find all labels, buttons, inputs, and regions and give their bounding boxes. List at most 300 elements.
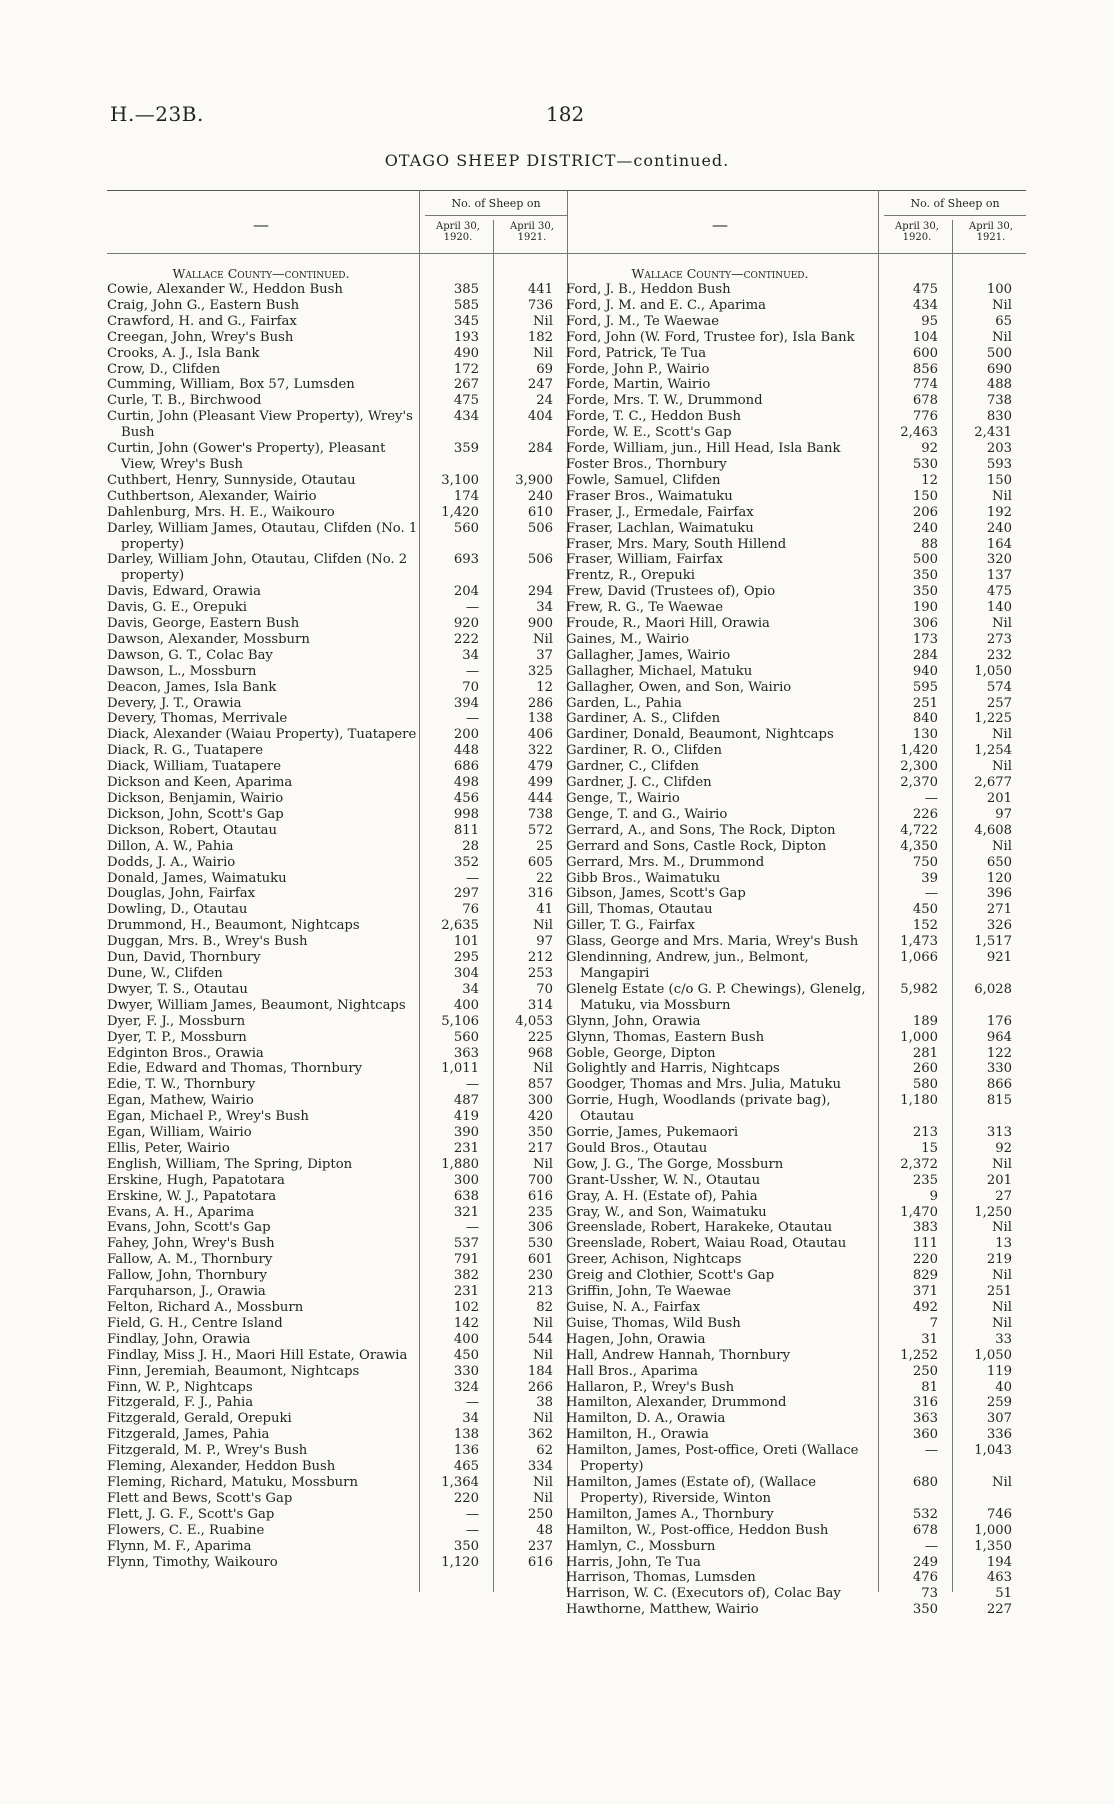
sheep-1920: 7 — [929, 1315, 938, 1331]
sheep-1921: 968 — [527, 1045, 553, 1061]
owner-name: Hamilton, James (Estate of), (Wallace Property), Riverside, Winton — [566, 1474, 817, 1506]
owner-name: Greig and Clothier, Scott's Gap — [566, 1268, 775, 1284]
sheep-1920: — — [465, 711, 479, 727]
table-row — [566, 425, 1026, 441]
table-row — [566, 537, 1026, 553]
sheep-1920: 39 — [921, 870, 938, 886]
table-row — [107, 282, 567, 298]
sheep-1921: Nil — [533, 1490, 553, 1506]
sheep-1920: 222 — [453, 631, 479, 647]
sheep-1920: 267 — [453, 377, 479, 393]
table-row — [107, 902, 567, 918]
owner-name: Dawson, Alexander, Mossburn — [107, 631, 310, 647]
sheep-1921: 404 — [527, 409, 553, 425]
column-rule — [878, 190, 879, 1592]
owner-name: Frew, David (Trustees of), Opio — [566, 584, 776, 600]
table-row — [107, 1348, 567, 1364]
sheep-1920: 1,120 — [441, 1554, 479, 1570]
owner-name: Felton, Richard A., Mossburn — [107, 1300, 304, 1315]
sheep-1921: 610 — [527, 504, 553, 520]
table-row — [107, 1236, 567, 1252]
owner-name: Griffin, John, Te Waewae — [566, 1284, 731, 1300]
owner-name: Greer, Achison, Nightcaps — [566, 1252, 742, 1268]
sheep-1921: 306 — [527, 1220, 553, 1236]
sheep-1920: 600 — [912, 345, 938, 361]
owner-name: Gardiner, R. O., Clifden — [566, 743, 722, 759]
sheep-1920: 776 — [912, 409, 938, 425]
sheep-1920: 490 — [453, 345, 479, 361]
sheep-1921: 38 — [536, 1395, 553, 1411]
sheep-1921: 334 — [527, 1459, 553, 1475]
sheep-1921: 506 — [527, 520, 553, 536]
owner-name: Gallagher, James, Wairio — [566, 647, 731, 663]
sheep-1920: 791 — [453, 1252, 479, 1268]
owner-name: Gray, A. H. (Estate of), Pahia — [566, 1188, 758, 1204]
table-row — [566, 393, 1026, 409]
sheep-1920: 249 — [912, 1554, 938, 1570]
owner-name: Douglas, John, Fairfax — [107, 886, 256, 902]
sheep-1921: 350 — [527, 1125, 553, 1141]
sheep-1920: 840 — [912, 711, 938, 727]
owner-name: Gallagher, Owen, and Son, Wairio — [566, 679, 792, 695]
sheep-1921: 314 — [527, 997, 553, 1013]
table-row — [566, 648, 1026, 664]
table-row — [566, 1284, 1026, 1300]
sheep-1921: 506 — [527, 552, 553, 568]
table-row — [107, 1316, 567, 1332]
name-column-header: — — [253, 215, 269, 234]
sheep-1921: 313 — [986, 1125, 1012, 1141]
sheep-1920: 450 — [912, 902, 938, 918]
table-row — [566, 1475, 1026, 1507]
sheep-1920: 359 — [453, 441, 479, 457]
table-row — [107, 362, 567, 378]
owner-name: Forde, Mrs. T. W., Drummond — [566, 393, 763, 409]
table-row — [107, 1459, 567, 1475]
sheep-1921: 240 — [527, 488, 553, 504]
table-row — [107, 1205, 567, 1221]
table-row — [566, 1046, 1026, 1062]
sheep-1920: 200 — [453, 727, 479, 743]
sheep-1921: 1,517 — [974, 934, 1012, 950]
owner-name: Dillon, A. W., Pahia — [107, 838, 234, 854]
sheep-1921: 192 — [986, 504, 1012, 520]
sheep-1920: 130 — [912, 727, 938, 743]
owner-name: Hamilton, W., Post-office, Heddon Bush — [566, 1522, 829, 1538]
sheep-1920: 678 — [912, 393, 938, 409]
sheep-1921: Nil — [992, 1156, 1012, 1172]
owner-name: Glynn, Thomas, Eastern Bush — [566, 1029, 765, 1045]
table-row — [566, 759, 1026, 775]
sheep-1920: 4,350 — [900, 838, 938, 854]
owner-name: Hamilton, H., Orawia — [566, 1427, 709, 1443]
owner-name: Harrison, W. C. (Executors of), Colac Bay — [566, 1586, 841, 1602]
table-row — [107, 1189, 567, 1205]
sheep-1921: 544 — [527, 1331, 553, 1347]
sheep-1921: Nil — [992, 297, 1012, 313]
page-title: OTAGO SHEEP DISTRICT—continued. — [384, 151, 730, 170]
table-row — [107, 314, 567, 330]
sheep-1920: 152 — [912, 918, 938, 934]
sheep-1921: Nil — [533, 1411, 553, 1427]
sheep-1921: 69 — [536, 361, 553, 377]
sheep-1920: 284 — [912, 647, 938, 663]
sheep-1921: 6,028 — [974, 981, 1012, 997]
owner-name: Edginton Bros., Orawia — [107, 1045, 264, 1061]
owner-name: Finn, Jeremiah, Beaumont, Nightcaps — [107, 1363, 360, 1379]
table-row — [107, 696, 567, 712]
sheep-1921: 1,000 — [974, 1522, 1012, 1538]
owner-name: Hawthorne, Matthew, Wairio — [566, 1602, 759, 1618]
right-column-header — [566, 190, 1026, 254]
sheep-1920: 136 — [453, 1443, 479, 1459]
sheep-1920: 475 — [912, 282, 938, 297]
owner-name: Glendinning, Andrew, jun., Belmont, Mangapiri — [566, 950, 809, 981]
sheep-1920: 260 — [912, 1061, 938, 1077]
sheep-1920: 95 — [921, 313, 938, 329]
table-row — [566, 886, 1026, 902]
sheep-1921: 1,254 — [974, 743, 1012, 759]
sheep-1920: 88 — [921, 536, 938, 552]
sheep-1920: 475 — [453, 393, 479, 409]
owner-name: English, William, The Spring, Dipton — [107, 1156, 353, 1172]
table-row — [566, 1443, 1026, 1475]
section-heading: Wallace County—continued. — [631, 266, 809, 281]
sheep-1921: 700 — [527, 1172, 553, 1188]
table-row — [566, 664, 1026, 680]
table-row — [566, 1395, 1026, 1411]
owner-name: Hamlyn, C., Mossburn — [566, 1538, 716, 1554]
table-row — [107, 727, 567, 743]
sheep-1921: 13 — [995, 1236, 1012, 1252]
left-column — [107, 190, 567, 1570]
sheep-1921: 830 — [986, 409, 1012, 425]
owner-name: Grant-Ussher, W. N., Otautau — [566, 1172, 761, 1188]
sheep-1920: 220 — [453, 1490, 479, 1506]
owner-name: Harrison, Thomas, Lumsden — [566, 1570, 756, 1586]
sheep-1921: 65 — [995, 313, 1012, 329]
sheep-1920: 4,722 — [900, 822, 938, 838]
sheep-1920: 324 — [453, 1379, 479, 1395]
sheep-1920: 306 — [912, 616, 938, 632]
owner-name: Cuthbertson, Alexander, Wairio — [107, 488, 317, 504]
owner-name: Curtin, John (Pleasant View Property), Wrey's Bush — [107, 409, 413, 441]
sheep-1920: — — [465, 1077, 479, 1093]
sheep-1920: 9 — [929, 1188, 938, 1204]
sheep-1920: 400 — [453, 1331, 479, 1347]
sheep-1921: 736 — [527, 297, 553, 313]
sheep-1920: 811 — [453, 822, 479, 838]
table-row — [566, 791, 1026, 807]
table-row — [107, 934, 567, 950]
sheep-1921: 921 — [986, 950, 1012, 966]
owner-name: Evans, John, Scott's Gap — [107, 1220, 271, 1236]
table-row — [566, 934, 1026, 950]
sheep-1921: 475 — [986, 584, 1012, 600]
table-row — [107, 1332, 567, 1348]
table-row — [566, 1268, 1026, 1284]
owner-name: Gerrard, Mrs. M., Drummond — [566, 854, 765, 870]
table-row — [566, 918, 1026, 934]
owner-name: Findlay, Miss J. H., Maori Hill Estate, Orawia — [107, 1347, 408, 1363]
table-row — [566, 1507, 1026, 1523]
table-row — [107, 664, 567, 680]
sheep-1920: 3,100 — [441, 472, 479, 488]
owner-name: Fitzgerald, James, Pahia — [107, 1427, 270, 1443]
table-row — [566, 282, 1026, 298]
sheep-1920: — — [924, 1538, 938, 1554]
table-row — [107, 1395, 567, 1411]
table-row — [107, 1141, 567, 1157]
sheep-1920: 193 — [453, 329, 479, 345]
sheep-1921: 235 — [527, 1204, 553, 1220]
sheep-1921: 746 — [986, 1506, 1012, 1522]
table-row — [566, 727, 1026, 743]
table-row — [566, 489, 1026, 505]
sheep-1921: 1,050 — [974, 1347, 1012, 1363]
sheep-1921: 176 — [986, 1013, 1012, 1029]
owner-name: Evans, A. H., Aparima — [107, 1204, 255, 1220]
owner-name: Ford, J. B., Heddon Bush — [566, 282, 731, 297]
sheep-1921: 300 — [527, 1093, 553, 1109]
table-row — [107, 1268, 567, 1284]
owner-name: Drummond, H., Beaumont, Nightcaps — [107, 918, 360, 934]
sheep-1920: 142 — [453, 1315, 479, 1331]
owner-name: Fraser Bros., Waimatuku — [566, 488, 733, 504]
owner-name: Guise, N. A., Fairfax — [566, 1300, 701, 1315]
owner-name: Foster Bros., Thornbury — [566, 456, 727, 472]
table-row — [566, 1093, 1026, 1125]
owner-name: Fallow, A. M., Thornbury — [107, 1252, 273, 1268]
table-row — [107, 632, 567, 648]
owner-name: Ford, John (W. Ford, Trustee for), Isla Bank — [566, 329, 855, 345]
sheep-1921: 92 — [995, 1140, 1012, 1156]
sheep-1921: Nil — [533, 1061, 553, 1077]
sheep-1920: 465 — [453, 1459, 479, 1475]
sheep-1920: — — [465, 600, 479, 616]
sheep-1921: 616 — [527, 1188, 553, 1204]
sheep-1921: 213 — [527, 1284, 553, 1300]
sheep-1920: 686 — [453, 759, 479, 775]
sheep-1920: 304 — [453, 965, 479, 981]
sheep-1920: 2,372 — [900, 1156, 938, 1172]
sheep-1920: 363 — [912, 1411, 938, 1427]
sheep-1920: 434 — [912, 297, 938, 313]
sheep-1920: 750 — [912, 854, 938, 870]
sheep-1920: 213 — [912, 1125, 938, 1141]
table-row — [107, 1014, 567, 1030]
table-row — [566, 1030, 1026, 1046]
table-row — [566, 362, 1026, 378]
sheep-1921: 362 — [527, 1427, 553, 1443]
table-row — [566, 1380, 1026, 1396]
sheep-1920: — — [465, 1506, 479, 1522]
table-row — [107, 505, 567, 521]
owner-name: Glass, George and Mrs. Maria, Wrey's Bush — [566, 934, 859, 950]
sheep-1921: 138 — [527, 711, 553, 727]
owner-name: Forde, T. C., Heddon Bush — [566, 409, 741, 425]
table-row — [107, 1411, 567, 1427]
sheep-1920: 350 — [912, 1602, 938, 1618]
column-rule — [493, 220, 494, 1592]
owner-name: Dwyer, T. S., Otautau — [107, 981, 248, 997]
table-row — [107, 1523, 567, 1539]
sheep-1921: 286 — [527, 695, 553, 711]
sheep-1921: Nil — [992, 1474, 1012, 1490]
owner-name: Dickson, John, Scott's Gap — [107, 806, 284, 822]
table-row — [566, 409, 1026, 425]
year-1921-header: April 30, 1921. — [969, 221, 1013, 243]
owner-name: Crooks, A. J., Isla Bank — [107, 345, 260, 361]
sheep-1921: 119 — [986, 1363, 1012, 1379]
sheep-1920: 678 — [912, 1522, 938, 1538]
sheep-1920: 300 — [453, 1172, 479, 1188]
sheep-1921: 441 — [527, 282, 553, 297]
sheep-1920: 371 — [912, 1284, 938, 1300]
sheep-1920: 204 — [453, 584, 479, 600]
owner-name: Erskine, Hugh, Papatotara — [107, 1172, 285, 1188]
sheep-1921: Nil — [533, 918, 553, 934]
sheep-1920: 316 — [912, 1395, 938, 1411]
sheep-1921: 225 — [527, 1029, 553, 1045]
table-row — [107, 489, 567, 505]
sheep-1921: 22 — [536, 870, 553, 886]
sheep-1921: 574 — [986, 679, 1012, 695]
owner-name: Dyer, T. P., Mossburn — [107, 1029, 247, 1045]
left-column-header — [107, 190, 567, 254]
owner-name: Creegan, John, Wrey's Bush — [107, 329, 294, 345]
table-row — [107, 600, 567, 616]
sheep-1920: 330 — [453, 1363, 479, 1379]
sheep-1921: 650 — [986, 854, 1012, 870]
table-row — [566, 298, 1026, 314]
sheep-1920: 476 — [912, 1570, 938, 1586]
sheep-1920: 492 — [912, 1300, 938, 1315]
sheep-1921: 51 — [995, 1586, 1012, 1602]
sheep-1921: 12 — [536, 679, 553, 695]
sheep-1921: 900 — [527, 616, 553, 632]
sheep-1920: — — [465, 1395, 479, 1411]
sheep-1921: 70 — [536, 981, 553, 997]
sheep-1921: 499 — [527, 775, 553, 791]
sheep-1921: 815 — [986, 1093, 1012, 1109]
owner-name: Cowie, Alexander W., Heddon Bush — [107, 282, 343, 297]
sheep-1920: 70 — [462, 679, 479, 695]
table-row — [107, 839, 567, 855]
owner-name: Gill, Thomas, Otautau — [566, 902, 713, 918]
sheep-1920: 1,420 — [900, 743, 938, 759]
sheep-1921: Nil — [533, 313, 553, 329]
owner-name: Gibb Bros., Waimatuku — [566, 870, 721, 886]
table-row — [107, 1173, 567, 1189]
sheep-1921: 251 — [986, 1284, 1012, 1300]
sheep-1921: 137 — [986, 568, 1012, 584]
sheep-1921: 250 — [527, 1506, 553, 1522]
table-row — [566, 1061, 1026, 1077]
table-row — [566, 743, 1026, 759]
table-row — [107, 1555, 567, 1571]
sheep-1920: 382 — [453, 1268, 479, 1284]
sheep-1921: 2,677 — [974, 775, 1012, 791]
owner-name: Fowle, Samuel, Clifden — [566, 472, 721, 488]
name-column-header: — — [712, 215, 728, 234]
owner-name: Gardiner, Donald, Beaumont, Nightcaps — [566, 727, 834, 743]
owner-name: Egan, Michael P., Wrey's Bush — [107, 1109, 309, 1125]
owner-name: Greenslade, Robert, Waiau Road, Otautau — [566, 1236, 847, 1252]
table-row — [107, 1300, 567, 1316]
owner-name: Curle, T. B., Birchwood — [107, 393, 262, 409]
owner-name: Harris, John, Te Tua — [566, 1554, 701, 1570]
sheep-1921: 212 — [527, 950, 553, 966]
sheep-1920: 352 — [453, 854, 479, 870]
table-row — [107, 1061, 567, 1077]
owner-name: Farquharson, J., Orawia — [107, 1284, 266, 1300]
table-row — [566, 775, 1026, 791]
sheep-1921: 488 — [986, 377, 1012, 393]
sheep-count-header: No. of Sheep on — [884, 197, 1026, 216]
sheep-1921: Nil — [992, 1268, 1012, 1284]
table-row — [566, 982, 1026, 1014]
table-row — [107, 1157, 567, 1173]
owner-name: Gray, W., and Son, Waimatuku — [566, 1204, 767, 1220]
sheep-1921: Nil — [992, 329, 1012, 345]
sheep-1920: 28 — [462, 838, 479, 854]
table-row — [566, 902, 1026, 918]
sheep-1920: 281 — [912, 1045, 938, 1061]
sheep-1921: 964 — [986, 1029, 1012, 1045]
year-1920-header: April 30, 1920. — [895, 221, 939, 243]
owner-name: Hall Bros., Aparima — [566, 1363, 698, 1379]
owner-name: Genge, T., Wairio — [566, 791, 680, 806]
sheep-1921: 182 — [527, 329, 553, 345]
sheep-1921: 307 — [986, 1411, 1012, 1427]
owner-name: Fahey, John, Wrey's Bush — [107, 1236, 275, 1252]
sheep-1921: 330 — [986, 1061, 1012, 1077]
sheep-1920: 206 — [912, 504, 938, 520]
owner-name: Gallagher, Michael, Matuku — [566, 663, 753, 679]
owner-name: Gardiner, A. S., Clifden — [566, 711, 721, 727]
table-row — [107, 982, 567, 998]
owner-name: Crow, D., Clifden — [107, 361, 221, 377]
sheep-1921: 738 — [527, 806, 553, 822]
sheep-1920: 350 — [453, 1538, 479, 1554]
owner-name: Giller, T. G., Fairfax — [566, 918, 695, 934]
table-row — [566, 680, 1026, 696]
table-row — [107, 648, 567, 664]
owner-name: Finn, W. P., Nightcaps — [107, 1379, 253, 1395]
owner-name: Hagen, John, Orawia — [566, 1331, 706, 1347]
owner-name: Fleming, Alexander, Heddon Bush — [107, 1459, 336, 1475]
sheep-1920: — — [465, 663, 479, 679]
owner-name: Edie, Edward and Thomas, Thornbury — [107, 1061, 363, 1077]
table-row — [107, 855, 567, 871]
owner-name: Garden, L., Pahia — [566, 695, 682, 711]
owner-name: Dickson, Benjamin, Wairio — [107, 791, 284, 806]
sheep-1921: 572 — [527, 822, 553, 838]
owner-name: Goodger, Thomas and Mrs. Julia, Matuku — [566, 1077, 841, 1093]
table-row — [107, 298, 567, 314]
sheep-1921: 27 — [995, 1188, 1012, 1204]
sheep-1921: 82 — [536, 1300, 553, 1315]
table-row — [566, 1316, 1026, 1332]
sheep-1920: 394 — [453, 695, 479, 711]
sheep-1921: 738 — [986, 393, 1012, 409]
sheep-1920: 345 — [453, 313, 479, 329]
owner-name: Gaines, M., Wairio — [566, 631, 690, 647]
sheep-1921: 34 — [536, 600, 553, 616]
table-row — [107, 823, 567, 839]
sheep-1921: 530 — [527, 1236, 553, 1252]
